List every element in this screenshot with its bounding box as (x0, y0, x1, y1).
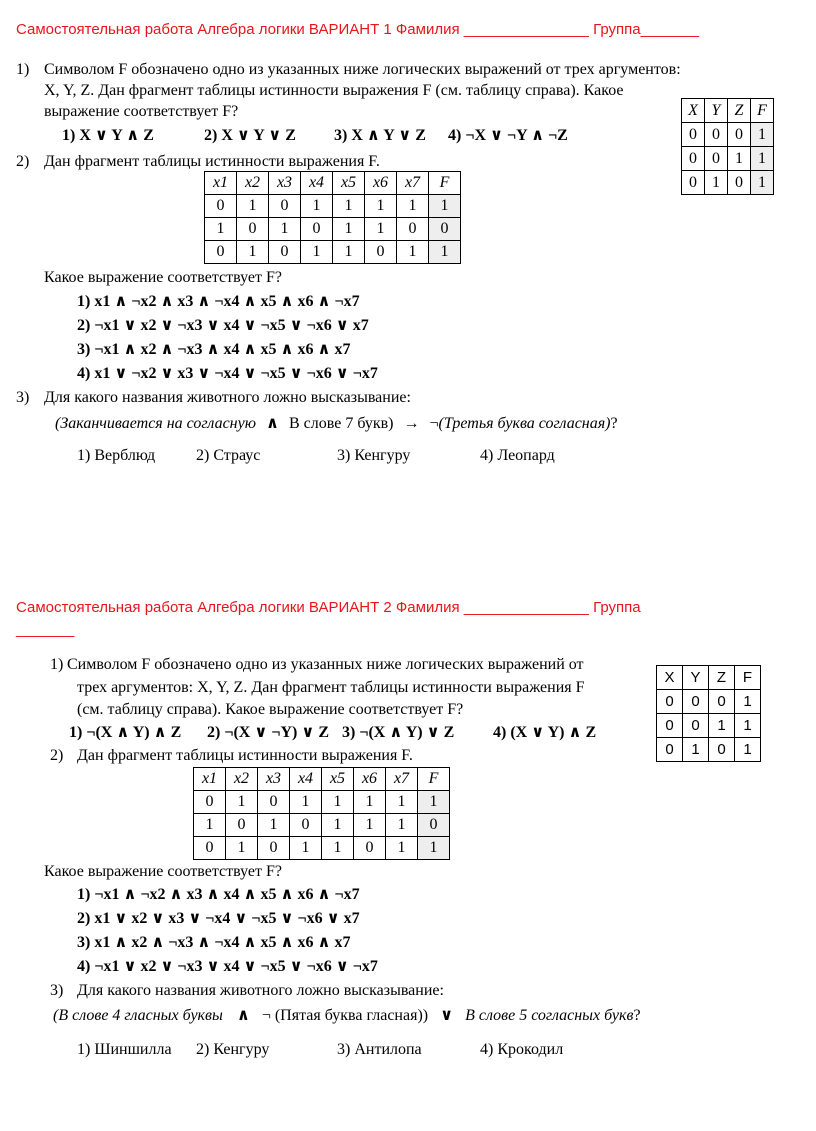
v2-q3-expr-part-b: (Пятая буква гласная)) (274, 1007, 429, 1024)
table-cell: 1 (237, 195, 269, 218)
table-cell: 1 (751, 171, 774, 195)
v2-q3-expression (53, 1006, 641, 1026)
table-cell: 1 (226, 837, 258, 860)
table-cell: 0 (682, 147, 705, 171)
table-cell: 1 (269, 218, 301, 241)
table-cell: 0 (194, 791, 226, 814)
table-header-cell: X (657, 666, 683, 690)
table-cell: 0 (269, 195, 301, 218)
table-cell: 0 (705, 123, 728, 147)
question-mark: ? (633, 1007, 641, 1024)
table-cell: 1 (301, 195, 333, 218)
table-header-cell: x6 (354, 768, 386, 791)
table-row (657, 690, 761, 714)
table-cell: 1 (429, 195, 461, 218)
table-cell: 1 (301, 241, 333, 264)
table-header-cell: x4 (290, 768, 322, 791)
table-row (682, 171, 774, 195)
table-cell: 0 (429, 218, 461, 241)
table-header-cell: F (418, 768, 450, 791)
v1-q3-option-3: 3) Кенгуру (337, 447, 411, 464)
v2-q2-number: 2) (50, 747, 64, 764)
table-cell: 1 (709, 714, 735, 738)
v1-q2-option-4: 4) x1 ∨ ¬x2 ∨ x3 ∨ ¬x4 ∨ ¬x5 ∨ ¬x6 ∨ ¬x7 (77, 365, 378, 382)
not-symbol: ¬ (261, 1007, 271, 1024)
and-symbol: ∧ (266, 415, 279, 432)
table-cell: 0 (418, 814, 450, 837)
table-cell: 0 (728, 171, 751, 195)
v2-q3-number: 3) (50, 982, 64, 999)
v1-q2-number: 2) (16, 153, 30, 170)
table-row (205, 218, 461, 241)
v2-q1-line1: Символом F обозначено одно из указанных ниже логических выражений от (67, 656, 584, 673)
table-cell: 1 (705, 171, 728, 195)
table-cell: 1 (735, 714, 761, 738)
table-cell: 0 (194, 837, 226, 860)
table-header-cell: F (735, 666, 761, 690)
table-row (657, 714, 761, 738)
and-symbol: ∧ (236, 1007, 250, 1024)
table-header-cell: F (751, 99, 774, 123)
v2-q2-text: Дан фрагмент таблицы истинности выражения F. (77, 747, 413, 764)
table-cell: 1 (386, 814, 418, 837)
v2-q2-option-4: 4) ¬x1 ∨ x2 ∨ ¬x3 ∨ x4 ∨ ¬x5 ∨ ¬x6 ∨ ¬x7 (77, 958, 378, 975)
table-cell: 0 (657, 714, 683, 738)
table-cell: 1 (418, 837, 450, 860)
v1-q1-option-1: 1) X ∨ Y ∧ Z (62, 127, 154, 144)
v2-q3-option-1: 1) Шиншилла (77, 1041, 172, 1058)
table-row (205, 241, 461, 264)
question-mark: ? (610, 415, 618, 432)
table-cell: 1 (333, 218, 365, 241)
table-cell: 1 (397, 241, 429, 264)
v2-truth-table-small (656, 665, 761, 762)
table-header-cell: X (682, 99, 705, 123)
table-header-cell: Y (683, 666, 709, 690)
v2-q1-option-1: 1) ¬(X ∧ Y) ∧ Z (69, 724, 182, 741)
table-cell: 0 (682, 123, 705, 147)
table-header-cell: x2 (237, 172, 269, 195)
table-header-cell: x5 (333, 172, 365, 195)
table-row (194, 837, 450, 860)
table-row (205, 195, 461, 218)
v2-truth-table-large (193, 767, 450, 860)
table-cell: 0 (709, 690, 735, 714)
v1-q1-option-4: 4) ¬X ∨ ¬Y ∧ ¬Z (448, 127, 568, 144)
v1-q3-expr-part-c: (Третья буква согласная) (438, 415, 611, 432)
v1-q1-line3: выражение соответствует F? (44, 103, 239, 120)
v1-q3-option-4: 4) Леопард (480, 447, 555, 464)
v2-q2-question: Какое выражение соответствует F? (44, 863, 283, 880)
table-cell: 1 (333, 241, 365, 264)
table-header-cell: F (429, 172, 461, 195)
table-row (657, 738, 761, 762)
table-row (194, 814, 450, 837)
table-header-cell: x2 (226, 768, 258, 791)
v1-q1-option-2: 2) X ∨ Y ∨ Z (204, 127, 296, 144)
not-symbol: ¬ (429, 415, 439, 432)
table-cell: 0 (397, 218, 429, 241)
v1-truth-table-large (204, 171, 461, 264)
v2-q1-option-4: 4) (X ∨ Y) ∧ Z (493, 724, 597, 741)
v2-header: Самостоятельная работа Алгебра логики ВАРИАНТ 2 Фамилия _______________ Группа (16, 599, 641, 616)
table-cell: 1 (429, 241, 461, 264)
table-cell: 0 (683, 690, 709, 714)
table-cell: 0 (269, 241, 301, 264)
v1-q1-line2: X, Y, Z. Дан фрагмент таблицы истинности выражения F (см. таблицу справа). Какое (44, 82, 624, 99)
table-header-cell: x3 (269, 172, 301, 195)
table-cell: 1 (735, 738, 761, 762)
v2-q3-expr-part-c: В слове 5 согласных букв (465, 1007, 634, 1024)
v2-q1-option-2: 2) ¬(X ∨ ¬Y) ∨ Z (207, 724, 329, 741)
table-cell: 1 (258, 814, 290, 837)
table-header-cell: Z (709, 666, 735, 690)
v2-q1-line2: трех аргументов: X, Y, Z. Дан фрагмент таблицы истинности выражения F (77, 679, 585, 696)
v1-q2-option-2: 2) ¬x1 ∨ x2 ∨ ¬x3 ∨ x4 ∨ ¬x5 ∨ ¬x6 ∨ x7 (77, 317, 369, 334)
v1-q3-option-1: 1) Верблюд (77, 447, 156, 464)
table-header-cell: x5 (322, 768, 354, 791)
v1-q3-expr-part-a: (Заканчивается на согласную (55, 415, 256, 432)
table-header-cell: x1 (205, 172, 237, 195)
v2-header-continued: _______ (16, 621, 75, 638)
table-cell: 0 (205, 241, 237, 264)
v2-q3-option-2: 2) Кенгуру (196, 1041, 270, 1058)
table-cell: 0 (705, 147, 728, 171)
table-cell: 1 (751, 147, 774, 171)
v1-q3-expr-part-b: В слове 7 букв) (289, 415, 394, 432)
table-cell: 1 (728, 147, 751, 171)
arrow-symbol: → (403, 415, 420, 432)
table-cell: 1 (397, 195, 429, 218)
table-header-cell: x4 (301, 172, 333, 195)
v2-q2-option-1: 1) ¬x1 ∧ ¬x2 ∧ x3 ∧ x4 ∧ x5 ∧ x6 ∧ ¬x7 (77, 886, 360, 903)
table-cell: 1 (386, 837, 418, 860)
v1-q3-expression (55, 414, 618, 434)
table-header-cell: x7 (397, 172, 429, 195)
table-cell: 1 (386, 791, 418, 814)
v1-q2-option-3: 3) ¬x1 ∧ x2 ∧ ¬x3 ∧ x4 ∧ x5 ∧ x6 ∧ x7 (77, 341, 351, 358)
or-symbol: ∨ (440, 1007, 454, 1024)
table-cell: 1 (418, 791, 450, 814)
table-header-cell: x7 (386, 768, 418, 791)
table-cell: 1 (735, 690, 761, 714)
table-cell: 1 (354, 791, 386, 814)
table-cell: 1 (290, 837, 322, 860)
table-header-cell: x6 (365, 172, 397, 195)
table-row (682, 123, 774, 147)
table-cell: 0 (301, 218, 333, 241)
v1-q2-text: Дан фрагмент таблицы истинности выражения F. (44, 153, 380, 170)
table-cell: 0 (657, 738, 683, 762)
v2-q1-option-3: 3) ¬(X ∧ Y) ∨ Z (342, 724, 455, 741)
table-cell: 0 (682, 171, 705, 195)
table-cell: 0 (683, 714, 709, 738)
table-cell: 0 (226, 814, 258, 837)
table-header-cell: x3 (258, 768, 290, 791)
table-cell: 1 (365, 218, 397, 241)
table-cell: 1 (683, 738, 709, 762)
v2-q3-text: Для какого названия животного ложно высказывание: (77, 982, 444, 999)
v1-q3-option-2: 2) Страус (196, 447, 261, 464)
table-cell: 1 (751, 123, 774, 147)
table-cell: 1 (322, 837, 354, 860)
table-cell: 1 (205, 218, 237, 241)
v1-q1-line1: Символом F обозначено одно из указанных ниже логических выражений от трех аргументов: (44, 61, 681, 78)
table-cell: 0 (365, 241, 397, 264)
v2-q2-option-2: 2) x1 ∨ x2 ∨ x3 ∨ ¬x4 ∨ ¬x5 ∨ ¬x6 ∨ x7 (77, 910, 360, 927)
v1-q3-text: Для какого названия животного ложно высказывание: (44, 389, 411, 406)
table-header-cell: x1 (194, 768, 226, 791)
table-cell: 0 (258, 837, 290, 860)
table-cell: 0 (354, 837, 386, 860)
table-cell: 0 (709, 738, 735, 762)
table-cell: 0 (258, 791, 290, 814)
v1-q2-option-1: 1) x1 ∧ ¬x2 ∧ x3 ∧ ¬x4 ∧ x5 ∧ x6 ∧ ¬x7 (77, 293, 360, 310)
table-cell: 0 (290, 814, 322, 837)
table-row (682, 147, 774, 171)
v1-header: Самостоятельная работа Алгебра логики ВАРИАНТ 1 Фамилия _______________ Группа_______ (16, 21, 700, 38)
table-cell: 1 (322, 814, 354, 837)
table-cell: 1 (226, 791, 258, 814)
table-cell: 1 (237, 241, 269, 264)
table-row (194, 791, 450, 814)
table-cell: 1 (333, 195, 365, 218)
v2-q3-option-3: 3) Антилопа (337, 1041, 422, 1058)
v2-q3-option-4: 4) Крокодил (480, 1041, 564, 1058)
v2-q1-number: 1) (50, 656, 64, 673)
table-cell: 1 (365, 195, 397, 218)
v2-q2-option-3: 3) x1 ∧ x2 ∧ ¬x3 ∧ ¬x4 ∧ x5 ∧ x6 ∧ x7 (77, 934, 351, 951)
v2-q1-line3: (см. таблицу справа). Какое выражение соответствует F? (77, 701, 464, 718)
v1-q3-number: 3) (16, 389, 30, 406)
table-cell: 0 (728, 123, 751, 147)
table-header-cell: Y (705, 99, 728, 123)
table-cell: 1 (322, 791, 354, 814)
table-cell: 0 (237, 218, 269, 241)
v1-q2-question: Какое выражение соответствует F? (44, 269, 283, 286)
table-header-cell: Z (728, 99, 751, 123)
v1-truth-table-small (681, 98, 774, 195)
v1-q1-option-3: 3) X ∧ Y ∨ Z (334, 127, 426, 144)
table-cell: 0 (205, 195, 237, 218)
v1-q1-number: 1) (16, 61, 30, 78)
table-cell: 1 (290, 791, 322, 814)
table-cell: 0 (657, 690, 683, 714)
table-cell: 1 (354, 814, 386, 837)
table-cell: 1 (194, 814, 226, 837)
v2-q3-expr-part-a: (В слове 4 гласных буквы (53, 1007, 223, 1024)
